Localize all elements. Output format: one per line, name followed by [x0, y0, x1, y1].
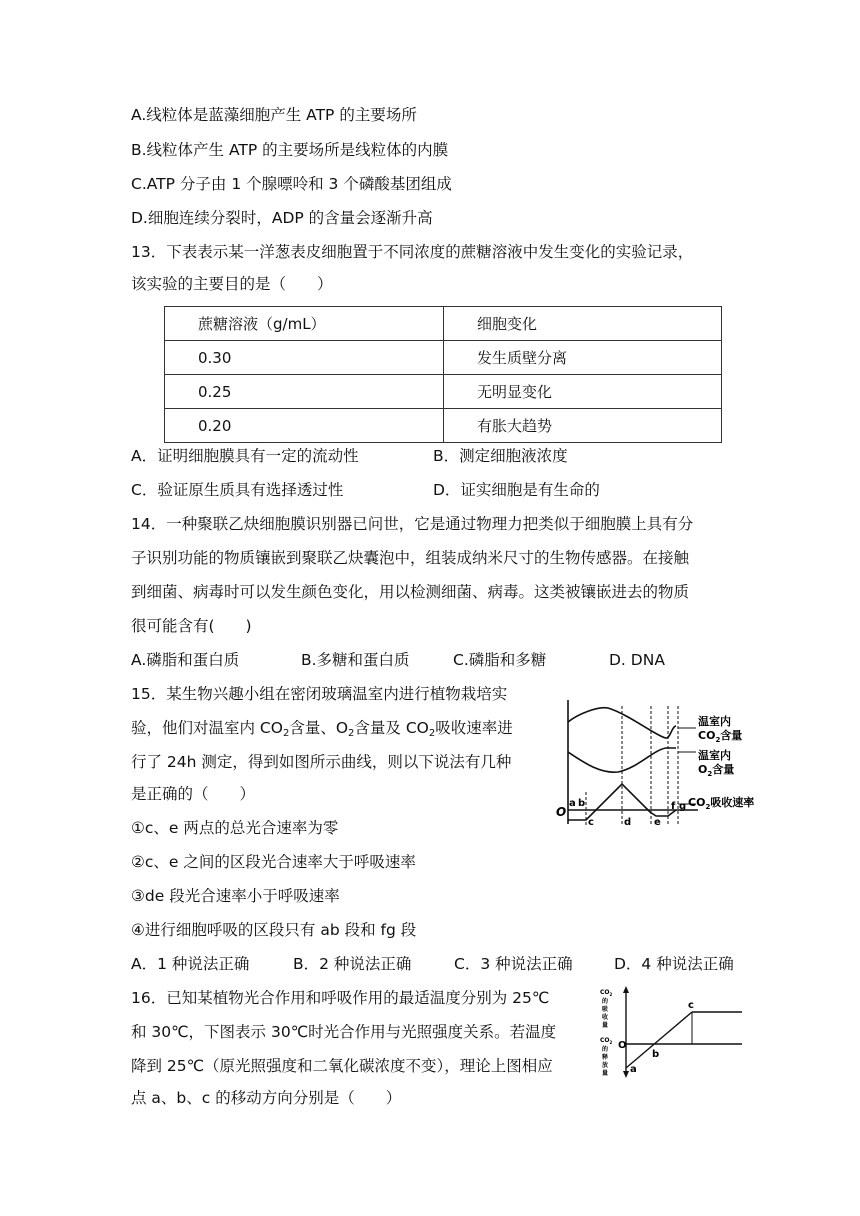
q13-table: [164, 306, 722, 443]
q15-statement-4: ④进行细胞呼吸的区段只有 ab 段和 fg 段: [131, 921, 417, 939]
q15-option-d: D．4 种说法正确: [614, 955, 734, 973]
svg-text:c: c: [688, 1000, 694, 1011]
q15-line-1: 15．某生物兴趣小组在密闭玻璃温室内进行植物栽培实: [131, 685, 508, 703]
table-header-cell: 蔗糖溶液（g/mL）: [165, 307, 444, 341]
table-row: [165, 341, 722, 375]
svg-text:d: d: [624, 817, 632, 828]
q15-option-c: C．3 种说法正确: [454, 955, 573, 973]
q12-option-d: D.细胞连续分裂时，ADP 的含量会逐渐升高: [131, 209, 433, 227]
q14-option-a: A.磷脂和蛋白质: [131, 651, 240, 669]
table-header-cell: 细胞变化: [444, 307, 722, 341]
q15-statement-3: ③de 段光合速率小于呼吸速率: [131, 887, 340, 905]
q15-line-3: 行了 24h 测定，得到如图所示曲线，则以下说法有几种: [131, 753, 512, 771]
q14-line-1: 14．一种聚联乙炔细胞膜识别器已问世，它是通过物理力把类似于细胞膜上具有分: [131, 515, 694, 533]
svg-text:e: e: [654, 817, 661, 828]
table-header-row: [165, 307, 722, 341]
svg-text:O: O: [618, 1040, 627, 1051]
table-cell: 无明显变化: [444, 375, 722, 409]
svg-text:CO2: $CO_2$: [600, 989, 613, 997]
q12-option-b: B.线粒体产生 ATP 的主要场所是线粒体的内膜: [131, 141, 449, 159]
svg-text:的: 的: [602, 998, 609, 1005]
svg-text:收: 收: [602, 1014, 609, 1021]
table-row: [165, 409, 722, 443]
q14-option-b: B.多糖和蛋白质: [301, 651, 410, 669]
table-cell: 0.25: [165, 375, 444, 409]
q12-option-c: C.ATP 分子由 1 个腺嘌呤和 3 个磷酸基团组成: [131, 175, 452, 193]
q14-line-4: 很可能含有( ): [131, 617, 252, 635]
q14-option-c: C.磷脂和多糖: [453, 651, 547, 669]
svg-text:f: f: [671, 801, 676, 812]
q16-line-4: 点 a、b、c 的移动方向分别是（ ）: [131, 1089, 402, 1107]
table-cell: 有胀大趋势: [444, 409, 722, 443]
svg-text:放: 放: [602, 1062, 609, 1069]
q15-statement-2: ②c、e 之间的区段光合速率大于呼吸速率: [131, 853, 416, 871]
q15-statement-1: ①c、e 两点的总光合速率为零: [131, 819, 339, 837]
svg-text:O2含量: $O_2$含量: [698, 763, 735, 778]
svg-text:g: g: [679, 801, 687, 812]
q13-stem-line-2: 该实验的主要目的是（ ）: [131, 275, 333, 293]
q13-option-d: D．证实细胞是有生命的: [433, 481, 600, 499]
svg-text:量: 量: [602, 1022, 609, 1029]
svg-text:O: O: [556, 805, 567, 819]
svg-text:a: a: [569, 798, 576, 809]
q14-line-3: 到细菌、病毒时可以发生颜色变化，用以检测细菌、病毒。这类被镶嵌进去的物质: [131, 583, 690, 601]
q15-figure: [548, 692, 784, 832]
svg-text:温室内: 温室内: [698, 715, 731, 728]
q13-stem-line-1: 13．下表表示某一洋葱表皮细胞置于不同浓度的蔗糖溶液中发生变化的实验记录，: [131, 243, 694, 261]
svg-text:温室内: 温室内: [698, 749, 731, 762]
q16-figure: [596, 984, 746, 1080]
q13-option-c: C．验证原生质具有选择透过性: [131, 481, 344, 499]
q15-option-a: A．1 种说法正确: [131, 955, 250, 973]
svg-text:b: b: [652, 1049, 660, 1060]
q15-option-b: B．2 种说法正确: [293, 955, 412, 973]
q12-option-a: A.线粒体是蓝藻细胞产生 ATP 的主要场所: [131, 106, 417, 124]
q16-line-1: 16．已知某植物光合作用和呼吸作用的最适温度分别为 25℃: [131, 989, 550, 1007]
svg-text:CO2: $CO_2$: [600, 1037, 613, 1045]
table-cell: 0.20: [165, 409, 444, 443]
q13-option-b: B．测定细胞液浓度: [433, 447, 568, 465]
q15-line-2: 验，他们对温室内 $CO_2$含量、$O_2$含量及 $CO_2$吸收速率进: [131, 719, 513, 739]
table-cell: 发生质壁分离: [444, 341, 722, 375]
svg-text:b: b: [578, 798, 586, 809]
q13-option-a: A．证明细胞膜具有一定的流动性: [131, 447, 359, 465]
q14-option-d: D. DNA: [609, 651, 665, 669]
svg-text:释: 释: [602, 1054, 609, 1061]
svg-text:CO2吸收速率: $CO_2$吸收速率: [688, 796, 755, 811]
table-row: [165, 375, 722, 409]
svg-text:的: 的: [602, 1046, 609, 1053]
q14-line-2: 子识别功能的物质镶嵌到聚联乙炔囊泡中，组装成纳米尺寸的生物传感器。在接触: [131, 549, 690, 567]
q16-line-3: 降到 25℃（原光照强度和二氧化碳浓度不变），理论上图相应: [131, 1057, 553, 1075]
svg-text:a: a: [630, 1064, 637, 1075]
q16-line-2: 和 30℃，下图表示 30℃时光合作用与光照强度关系。若温度: [131, 1023, 557, 1041]
q15-line-4: 是正确的（ ）: [131, 785, 256, 803]
svg-text:CO2含量: $CO_2$含量: [698, 729, 743, 744]
table-cell: 0.30: [165, 341, 444, 375]
svg-text:量: 量: [602, 1070, 609, 1077]
svg-text:c: c: [588, 817, 594, 828]
svg-text:吸: 吸: [602, 1006, 609, 1013]
